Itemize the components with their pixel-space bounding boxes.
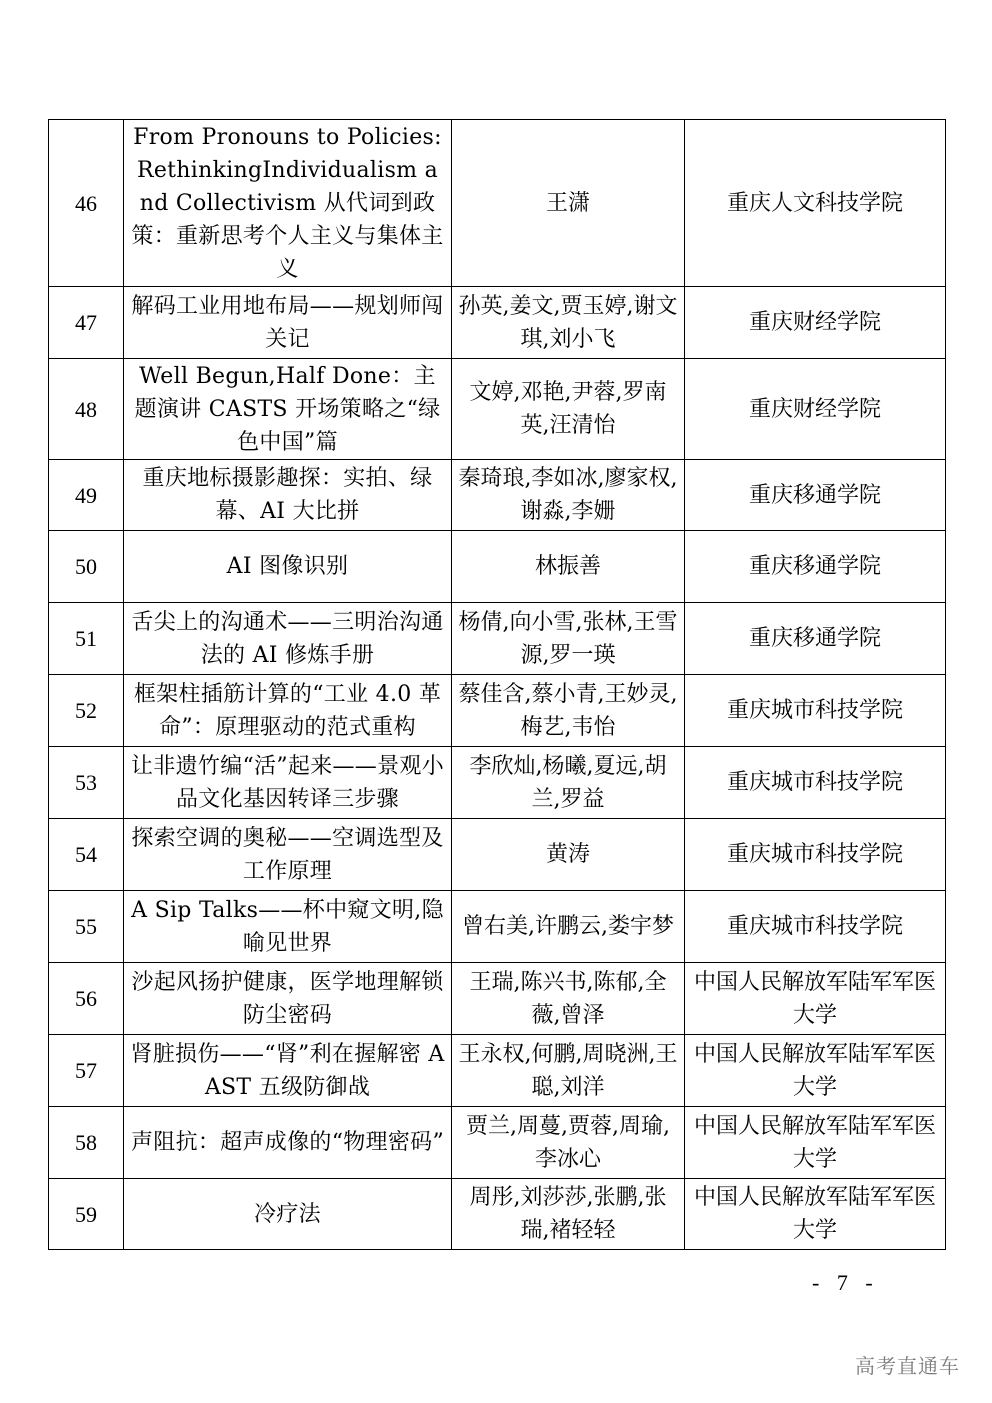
- row-number: 50: [49, 531, 124, 603]
- work-title: 让非遗竹编“活”起来——景观小品文化基因转译三步骤: [124, 747, 452, 819]
- awards-table-body: [49, 120, 946, 1250]
- table-row: [49, 1107, 946, 1179]
- row-number: 46: [49, 120, 124, 287]
- row-number: 51: [49, 603, 124, 675]
- page-number: - 7 -: [812, 1270, 879, 1295]
- work-title: 框架柱插筋计算的“工业 4.0 革命”：原理驱动的范式重构: [124, 675, 452, 747]
- table-row: [49, 747, 946, 819]
- row-number: 54: [49, 819, 124, 891]
- awards-table: [48, 119, 946, 1250]
- table-row: [49, 1035, 946, 1107]
- work-title: 沙起风扬护健康，医学地理解锁防尘密码: [124, 963, 452, 1035]
- work-title: AI 图像识别: [124, 531, 452, 603]
- table-row: [49, 120, 946, 287]
- author-names: 孙英,姜文,贾玉婷,谢文琪,刘小飞: [452, 287, 685, 359]
- watermark-text: 高考直通车: [855, 1354, 960, 1378]
- table-row: [49, 287, 946, 359]
- school-name: 重庆城市科技学院: [685, 819, 946, 891]
- school-name: 重庆城市科技学院: [685, 675, 946, 747]
- table-row: [49, 531, 946, 603]
- author-names: 王永权,何鹏,周晓洲,王聪,刘洋: [452, 1035, 685, 1107]
- table-row: [49, 819, 946, 891]
- table-row: [49, 460, 946, 531]
- author-names: 文婷,邓艳,尹蓉,罗南英,汪清怡: [452, 359, 685, 460]
- work-title: 重庆地标摄影趣探：实拍、绿幕、AI 大比拼: [124, 460, 452, 531]
- author-names: 蔡佳含,蔡小青,王妙灵,梅艺,韦怡: [452, 675, 685, 747]
- row-number: 57: [49, 1035, 124, 1107]
- school-name: 重庆人文科技学院: [685, 120, 946, 287]
- author-names: 李欣灿,杨曦,夏远,胡兰,罗益: [452, 747, 685, 819]
- work-title: A Sip Talks——杯中窥文明,隐喻见世界: [124, 891, 452, 963]
- work-title: 解码工业用地布局——规划师闯关记: [124, 287, 452, 359]
- table-row: [49, 359, 946, 460]
- row-number: 52: [49, 675, 124, 747]
- table-row: [49, 603, 946, 675]
- work-title: 冷疗法: [124, 1179, 452, 1250]
- school-name: 重庆移通学院: [685, 603, 946, 675]
- row-number: 58: [49, 1107, 124, 1179]
- work-title: From Pronouns to Policies:RethinkingIndividualism and Collectivism 从代词到政策：重新思考个人主义与集体主义: [124, 120, 452, 287]
- row-number: 56: [49, 963, 124, 1035]
- work-title: 声阻抗：超声成像的“物理密码”: [124, 1107, 452, 1179]
- row-number: 55: [49, 891, 124, 963]
- row-number: 53: [49, 747, 124, 819]
- author-names: 贾兰,周蔓,贾蓉,周瑜,李冰心: [452, 1107, 685, 1179]
- author-names: 周彤,刘莎莎,张鹏,张瑞,褚轻轻: [452, 1179, 685, 1250]
- table-row: [49, 675, 946, 747]
- school-name: 重庆城市科技学院: [685, 747, 946, 819]
- school-name: 中国人民解放军陆军军医大学: [685, 1179, 946, 1250]
- table-row: [49, 963, 946, 1035]
- work-title: 肾脏损伤——“肾”利在握解密 AAST 五级防御战: [124, 1035, 452, 1107]
- school-name: 重庆移通学院: [685, 531, 946, 603]
- work-title: 探索空调的奥秘——空调选型及工作原理: [124, 819, 452, 891]
- author-names: 秦琦琅,李如冰,廖家权,谢淼,李姗: [452, 460, 685, 531]
- author-names: 黄涛: [452, 819, 685, 891]
- school-name: 重庆移通学院: [685, 460, 946, 531]
- work-title: Well Begun,Half Done：主题演讲 CASTS 开场策略之“绿色中国”篇: [124, 359, 452, 460]
- school-name: 重庆财经学院: [685, 359, 946, 460]
- school-name: 中国人民解放军陆军军医大学: [685, 1035, 946, 1107]
- school-name: 重庆财经学院: [685, 287, 946, 359]
- table-row: [49, 891, 946, 963]
- school-name: 重庆城市科技学院: [685, 891, 946, 963]
- author-names: 王瑞,陈兴书,陈郁,全薇,曾泽: [452, 963, 685, 1035]
- row-number: 49: [49, 460, 124, 531]
- author-names: 王潇: [452, 120, 685, 287]
- school-name: 中国人民解放军陆军军医大学: [685, 963, 946, 1035]
- row-number: 47: [49, 287, 124, 359]
- row-number: 48: [49, 359, 124, 460]
- author-names: 林振善: [452, 531, 685, 603]
- table-row: [49, 1179, 946, 1250]
- author-names: 杨倩,向小雪,张林,王雪源,罗一瑛: [452, 603, 685, 675]
- author-names: 曾右美,许鹏云,娄宇梦: [452, 891, 685, 963]
- row-number: 59: [49, 1179, 124, 1250]
- work-title: 舌尖上的沟通术——三明治沟通法的 AI 修炼手册: [124, 603, 452, 675]
- school-name: 中国人民解放军陆军军医大学: [685, 1107, 946, 1179]
